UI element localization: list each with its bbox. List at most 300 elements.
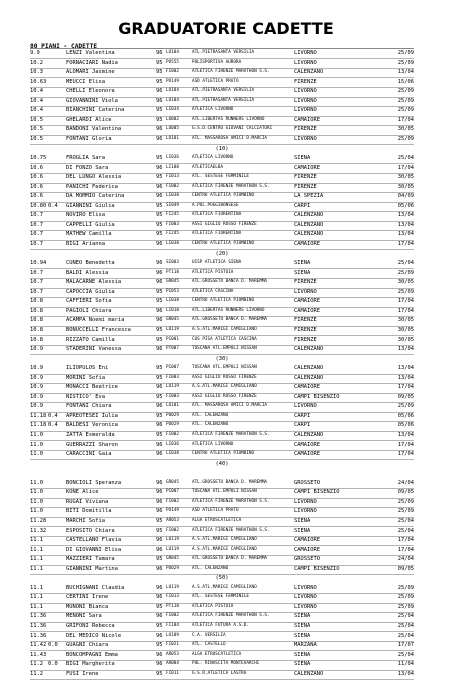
- club-code: LU104: [166, 88, 179, 94]
- event-date: 25/09: [397, 288, 414, 295]
- athlete-name: BUCHIGNANI Claudia: [66, 584, 125, 591]
- athlete-name: BALDESI Veronica: [66, 422, 118, 429]
- result-time: 10.5: [30, 135, 43, 142]
- birth-year: 96: [156, 346, 163, 353]
- venue-city: CALENZANO: [294, 432, 324, 438]
- club-code: AR004: [166, 661, 179, 667]
- birth-year: 96: [156, 317, 163, 324]
- club-name: CUS PISA ATLETICA CASCINA: [192, 336, 257, 342]
- venue-city: FIRENZE: [294, 279, 317, 286]
- club-name: ATL.LIBERTAS RUNNERS LIVORNO: [192, 116, 265, 122]
- athlete-name: RUGAI Viviana: [66, 498, 109, 505]
- club-code: LI188: [166, 164, 179, 170]
- club-code: FI002: [166, 527, 179, 533]
- result-time: 11.1: [30, 546, 43, 553]
- club-name: ATL.PIETRASANTA VERSILIA: [192, 88, 255, 94]
- venue-city: CAMAIORE: [294, 116, 320, 123]
- birth-year: 95: [156, 556, 163, 563]
- result-time: 10.7: [30, 269, 43, 276]
- athlete-name: MUNONI Bianca: [66, 603, 109, 610]
- athlete-name: FORNACIARI Nadia: [66, 59, 118, 66]
- club-code: GR045: [166, 479, 179, 485]
- athlete-name: MORINI Sofia: [66, 374, 105, 381]
- event-date: 25/04: [397, 260, 414, 267]
- venue-city: CALENZANO: [294, 346, 324, 353]
- club-name: ATL.GROSSETO BANCA D. MAREMMA: [192, 279, 268, 285]
- birth-year: 96: [156, 384, 163, 391]
- result-time: 11.36: [30, 613, 47, 620]
- club-code: PI053: [166, 288, 179, 294]
- venue-city: CAMAIORE: [294, 307, 320, 314]
- athlete-name: GIOVANNINI Viola: [66, 97, 118, 104]
- venue-city: CAMAIORE: [294, 241, 320, 247]
- group-count: (50): [215, 575, 229, 582]
- club-code: AR053: [166, 651, 179, 657]
- venue-city: FIRENZE: [294, 336, 317, 343]
- club-code: FI002: [166, 69, 179, 75]
- club-name: ATL.LIBERTAS RUNNERS LIVORNO: [192, 307, 265, 313]
- result-time: 10.7: [30, 288, 43, 295]
- athlete-name: BIANCHINI Caterina: [66, 107, 125, 114]
- club-code: LU119: [166, 384, 179, 390]
- birth-year: 96: [156, 241, 163, 247]
- club-code: LI036: [166, 155, 179, 161]
- club-name: POLISPORTIVA AURORA: [192, 59, 242, 65]
- athlete-name: CASTELLANO Flavia: [66, 537, 122, 544]
- club-code: LU109: [166, 632, 179, 638]
- event-date: 17/07: [397, 642, 414, 649]
- club-name: ATL. SESTESE FEMMINILE: [192, 594, 249, 600]
- club-name: ATL.GROSSETO BANCA D. MAREMMA: [192, 317, 268, 323]
- venue-city: CAMAIORE: [294, 537, 320, 544]
- club-name: UISP ATLETICA SIENA: [192, 260, 242, 266]
- club-name: TOSCANA ATL.EMPOLI NISSAN: [192, 365, 257, 371]
- club-code: GR045: [166, 317, 179, 323]
- athlete-name: BANDONI Valentina: [66, 126, 122, 133]
- event-date: 30/05: [397, 126, 414, 133]
- club-name: ATLETICA LIVORNO: [192, 441, 234, 447]
- club-code: PO029: [166, 412, 179, 418]
- result-time: 10.9: [30, 384, 43, 391]
- club-name: CENTRO ATLETICA PIOMBINO: [192, 193, 255, 199]
- venue-city: SIENA: [294, 651, 311, 658]
- athlete-name: PAGIOLI Chiara: [66, 307, 112, 314]
- club-name: ATL.GROSSETO BANCA D. MAREMMA: [192, 556, 268, 562]
- birth-year: 96: [156, 546, 163, 553]
- club-name: G.S.D.CENTRO GIOVANI CALCIATORI: [192, 126, 273, 132]
- table-spacer: [30, 469, 414, 478]
- group-count: (40): [215, 460, 229, 467]
- club-name: ATLETICA LIVORNO: [192, 155, 234, 161]
- birth-year: 96: [156, 164, 163, 171]
- athlete-name: MARCHI Sofia: [66, 517, 105, 524]
- result-time: 10.9: [30, 403, 43, 410]
- event-date: 30/05: [397, 183, 414, 190]
- venue-city: FIRENZE: [294, 326, 317, 333]
- club-name: POL. RINASCITA MONTEVARCHI: [192, 661, 260, 667]
- event-date: 17/04: [397, 116, 414, 123]
- birth-year: 96: [156, 126, 163, 133]
- birth-year: 95: [156, 69, 163, 76]
- event-date: 13/04: [397, 69, 414, 76]
- venue-city: CALENZANO: [294, 212, 324, 219]
- birth-year: 96: [156, 565, 163, 572]
- athlete-name: DEL MEDICO Nicole: [66, 632, 122, 639]
- club-code: LU119: [166, 584, 179, 590]
- event-date: 24/04: [397, 479, 414, 486]
- birth-year: 95: [156, 326, 163, 333]
- venue-city: LIVORNO: [294, 97, 317, 104]
- venue-city: CAMAIORE: [294, 384, 320, 391]
- venue-city: CAMAIORE: [294, 451, 320, 458]
- birth-year: 96: [156, 50, 163, 56]
- athlete-name: ESPOSITO Chiara: [66, 527, 115, 534]
- table-row: [30, 670, 414, 680]
- athlete-name: GHELARDI Alice: [66, 116, 112, 123]
- birth-year: 95: [156, 623, 163, 629]
- club-code: FI245: [166, 212, 179, 218]
- venue-city: CAMPI BISENZIO: [294, 489, 340, 496]
- event-date: 13/04: [397, 432, 414, 438]
- athlete-name: ACAMPA Noemi maria: [66, 317, 125, 324]
- event-date: 17/04: [397, 451, 414, 458]
- club-name: ATLETICA FUTURA A.S.D.: [192, 623, 249, 628]
- club-code: LU101: [166, 135, 179, 141]
- result-time: 11.1: [30, 556, 43, 563]
- venue-city: LIVORNO: [294, 603, 317, 610]
- group-count: (30): [215, 355, 229, 362]
- birth-year: 96: [156, 403, 163, 410]
- venue-city: CALENZANO: [294, 231, 324, 238]
- result-time: 10.63: [30, 78, 47, 85]
- event-date: 11/04: [397, 661, 414, 668]
- event-date: 13/04: [397, 670, 414, 677]
- venue-city: GROSSETO: [294, 479, 320, 486]
- section-label: 80 PIANI - CADETTE: [30, 43, 98, 50]
- club-code: SI003: [166, 260, 179, 266]
- result-time: 11.1: [30, 565, 43, 572]
- club-name: ATLETICA CASCINA: [192, 288, 234, 294]
- birth-year: 95: [156, 78, 163, 85]
- athlete-name: MATHEW Camilla: [66, 231, 112, 238]
- club-name: C.A. VERSILIA: [192, 632, 226, 638]
- club-name: TOSCANA ATL.EMPOLI NISSAN: [192, 489, 257, 495]
- birth-year: 95: [156, 517, 163, 524]
- result-time: 10.6: [30, 183, 43, 190]
- athlete-name: ZATTA Esmeralda: [66, 432, 115, 438]
- result-time: 11.1: [30, 584, 43, 591]
- wind: 0.0: [48, 661, 58, 668]
- club-name: A.S.ATL.MARIGI CAMIGLIANO: [192, 584, 257, 590]
- club-name: ATL. CALENZANO: [192, 565, 229, 571]
- venue-city: CALENZANO: [294, 365, 324, 372]
- club-name: A.S.ATL.MARIGI CAMIGLIANO: [192, 384, 257, 390]
- athlete-name: PANICHI Federica: [66, 183, 118, 190]
- birth-year: 95: [156, 202, 163, 209]
- birth-year: 95: [156, 116, 163, 123]
- birth-year: 96: [156, 584, 163, 591]
- athlete-name: FROGLIA Sara: [66, 155, 105, 162]
- result-time: 10.7: [30, 279, 43, 286]
- result-time: 10.8: [30, 298, 43, 305]
- event-date: 25/09: [397, 135, 414, 142]
- venue-city: CAMAIORE: [294, 298, 320, 305]
- event-date: 13/04: [397, 212, 414, 219]
- venue-city: SIENA: [294, 613, 311, 620]
- venue-city: CAMPI BISENZIO: [294, 565, 340, 572]
- event-date: 30/05: [397, 326, 414, 333]
- athlete-name: APREOTESEI Iulia: [66, 412, 118, 419]
- result-time: 11.0: [30, 432, 43, 438]
- athlete-name: DI FONZO Sara: [66, 164, 109, 171]
- event-date: 25/09: [397, 88, 414, 95]
- club-name: ATLETICA LIVORNO: [192, 107, 234, 113]
- club-code: FI003: [166, 221, 179, 227]
- athlete-name: GUAGNI Chiara: [66, 642, 109, 649]
- club-code: PU555: [166, 59, 179, 65]
- club-code: LU119: [166, 326, 179, 332]
- club-name: ATL.PIETRASANTA VERSILIA: [192, 50, 255, 55]
- event-date: 13/04: [397, 374, 414, 381]
- club-name: ASSI GIGLIO ROSSO FIRENZE: [192, 221, 257, 227]
- result-time: 10.75: [30, 155, 47, 162]
- club-code: GR045: [166, 279, 179, 285]
- athlete-name: ALOMARI Jasmine: [66, 69, 115, 76]
- wind: 0.4: [48, 422, 58, 429]
- event-date: 25/09: [397, 50, 414, 56]
- club-name: ATLETICA FIRENZE MARATHON S.S.: [192, 432, 270, 437]
- athlete-name: CHELLI Eleonora: [66, 88, 115, 95]
- event-date: 17/04: [397, 537, 414, 544]
- result-time: 10.7: [30, 212, 43, 219]
- result-time: 10.8: [30, 336, 43, 343]
- club-code: FI013: [166, 174, 179, 180]
- club-name: ATLETICA FIRENZE MARATHON S.S.: [192, 498, 270, 504]
- club-code: LI034: [166, 107, 179, 113]
- club-code: LU104: [166, 97, 179, 103]
- event-date: 30/05: [397, 317, 414, 324]
- event-date: 09/05: [397, 565, 414, 572]
- result-time: 10.8: [30, 307, 43, 314]
- result-time: 11.32: [30, 527, 47, 534]
- event-date: 17/04: [397, 307, 414, 314]
- venue-city: CARPI: [294, 422, 311, 429]
- athlete-name: STADERINI Vanessa: [66, 346, 122, 353]
- venue-city: CARPI: [294, 202, 311, 209]
- club-name: ASD ATLETICA PRATO: [192, 508, 239, 514]
- event-date: 25/09: [397, 498, 414, 505]
- club-code: FI003: [166, 374, 179, 380]
- event-date: 17/04: [397, 546, 414, 553]
- wind: 0.4: [48, 202, 58, 209]
- result-time: 11.0: [30, 498, 43, 505]
- athlete-name: DI GIOVANNI Elisa: [66, 546, 122, 553]
- result-time: 10.9: [30, 346, 43, 353]
- birth-year: 96: [156, 307, 163, 314]
- event-date: 13/04: [397, 231, 414, 238]
- athlete-name: DEL LUNGO Alessia: [66, 174, 122, 181]
- birth-year: 95: [156, 670, 163, 677]
- club-code: FI002: [166, 498, 179, 504]
- club-code: LU002: [166, 116, 179, 122]
- club-name: ATLETICA FIORENTINA: [192, 231, 242, 237]
- event-date: 17/04: [397, 441, 414, 448]
- club-code: FI002: [166, 613, 179, 619]
- athlete-name: RIZZATO Camilla: [66, 336, 115, 343]
- club-name: TOSCANA ATL.EMPOLI NISSAN: [192, 346, 257, 352]
- result-time: 10.94: [30, 260, 47, 267]
- result-time: 10.8: [30, 317, 43, 324]
- result-time: 10.7: [30, 241, 43, 247]
- venue-city: LA SPEZIA: [294, 193, 324, 200]
- athlete-name: BIGI Arianna: [66, 241, 105, 247]
- event-date: 25/09: [397, 59, 414, 66]
- birth-year: 95: [156, 603, 163, 610]
- birth-year: 95: [156, 432, 163, 438]
- event-date: 17/04: [397, 164, 414, 171]
- athlete-name: GRIFONI Rebecca: [66, 623, 115, 629]
- club-name: ATLETICA FIRENZE MARATHON S.S.: [192, 183, 270, 189]
- venue-city: CARPI: [294, 412, 311, 419]
- result-time: 10.4: [30, 107, 43, 114]
- club-name: ASSI GIGLIO ROSSO FIRENZE: [192, 393, 257, 399]
- event-date: 30/05: [397, 174, 414, 181]
- club-name: ATLETICA FIRENZE MARATHON S.S.: [192, 613, 270, 619]
- birth-year: 95: [156, 298, 163, 305]
- club-name: ALGA ETRUSCATLETICA: [192, 517, 242, 523]
- event-date: 25/04: [397, 613, 414, 620]
- event-date: 25/09: [397, 403, 414, 410]
- event-date: 13/04: [397, 346, 414, 353]
- result-time: 11.36: [30, 623, 47, 629]
- athlete-name: BITI Domitilla: [66, 508, 112, 515]
- club-code: LI036: [166, 441, 179, 447]
- event-date: 17/04: [397, 384, 414, 391]
- result-time: 11.43: [30, 651, 47, 658]
- result-time: 10.7: [30, 231, 43, 238]
- athlete-name: MAZZIERI Tamara: [66, 556, 115, 563]
- club-name: A.S.ATL.MARIGI CAMIGLIANO: [192, 326, 257, 332]
- birth-year: 96: [156, 269, 163, 276]
- birth-year: 95: [156, 288, 163, 295]
- birth-year: 95: [156, 393, 163, 400]
- birth-year: 96: [156, 422, 163, 429]
- venue-city: LIVORNO: [294, 584, 317, 591]
- birth-year: 95: [156, 527, 163, 534]
- club-name: ATLETICA PISTOIA: [192, 603, 234, 609]
- birth-year: 95: [156, 231, 163, 238]
- result-time: 11.1: [30, 537, 43, 544]
- wind: 0.0: [48, 642, 58, 649]
- athlete-name: BIGI Margherita: [66, 661, 115, 668]
- birth-year: 95: [156, 221, 163, 228]
- birth-year: 95: [156, 59, 163, 66]
- group-counter: [30, 574, 414, 583]
- club-code: PI001: [166, 336, 179, 342]
- athlete-name: MENONI Sara: [66, 613, 102, 620]
- event-date: 17/04: [397, 241, 414, 247]
- result-time: 10.9: [30, 374, 43, 381]
- birth-year: 96: [156, 441, 163, 448]
- athlete-name: LENZI Valentina: [66, 50, 115, 56]
- athlete-name: CAPOCCIA Giulia: [66, 288, 115, 295]
- venue-city: FIRENZE: [294, 126, 317, 133]
- event-date: 09/05: [397, 393, 414, 400]
- result-time: 11.0: [30, 451, 43, 458]
- birth-year: 96: [156, 260, 163, 267]
- club-code: PO029: [166, 565, 179, 571]
- venue-city: CAMAIORE: [294, 441, 320, 448]
- event-date: 25/04: [397, 527, 414, 534]
- athlete-name: FUSI Irene: [66, 670, 99, 677]
- result-time: 11.0: [30, 479, 43, 486]
- birth-year: 95: [156, 412, 163, 419]
- athlete-name: CERTINI Irene: [66, 594, 109, 601]
- birth-year: 95: [156, 155, 163, 162]
- club-code: SI049: [166, 202, 179, 208]
- club-code: FI184: [166, 623, 179, 628]
- birth-year: 96: [156, 498, 163, 505]
- venue-city: SIENA: [294, 632, 311, 639]
- birth-year: 96: [156, 651, 163, 658]
- club-code: LU119: [166, 546, 179, 552]
- athlete-name: ILIOPULOS Eni: [66, 365, 109, 372]
- event-date: 25/09: [397, 269, 414, 276]
- club-code: PO149: [166, 508, 179, 514]
- club-name: ATL. MASSAROSA AMICI D.MARCIA: [192, 403, 268, 409]
- athlete-name: MONACCI Beatrice: [66, 384, 118, 391]
- club-name: A.POL.POGGIBONSESE: [192, 202, 239, 208]
- athlete-name: MEUCCI Elisa: [66, 78, 105, 85]
- venue-city: LIVORNO: [294, 107, 317, 114]
- result-time: 11.36: [30, 632, 47, 639]
- club-name: ATL.GROSSETO BANCA D. MAREMMA: [192, 479, 268, 485]
- club-code: PO029: [166, 422, 179, 428]
- birth-year: 95: [156, 365, 163, 372]
- venue-city: SIENA: [294, 260, 311, 267]
- venue-city: SIENA: [294, 269, 311, 276]
- event-date: 05/06: [397, 422, 414, 429]
- venue-city: CAMAIORE: [294, 546, 320, 553]
- athlete-name: CUNEO Benedetta: [66, 260, 115, 267]
- athlete-name: BALDI Alessia: [66, 269, 109, 276]
- result-time: 11.1: [30, 594, 43, 601]
- club-code: FI002: [166, 432, 179, 437]
- athlete-name: NOVIRO Elisa: [66, 212, 105, 219]
- club-code: PO149: [166, 78, 179, 84]
- athlete-name: BONCOMPAGNI Emma: [66, 651, 118, 658]
- event-date: 25/09: [397, 107, 414, 114]
- group-count: (20): [215, 250, 229, 257]
- birth-year: 96: [156, 508, 163, 515]
- birth-year: 95: [156, 212, 163, 219]
- club-name: G.S.R.ATLETICA LASTRA: [192, 670, 247, 676]
- event-date: 25/04: [397, 623, 414, 629]
- birth-year: 96: [156, 632, 163, 639]
- club-code: PT118: [166, 603, 179, 609]
- group-counter: [30, 250, 414, 259]
- club-code: PT007: [166, 346, 179, 352]
- athlete-name: KONE Alice: [66, 489, 99, 496]
- birth-year: 95: [156, 174, 163, 181]
- birth-year: 95: [156, 336, 163, 343]
- club-name: ATLETICA PISTOIA: [192, 269, 234, 275]
- athlete-name: CAFFIERI Sofia: [66, 298, 112, 305]
- venue-city: CALENZANO: [294, 69, 324, 76]
- page-title: GRADUATORIE CADETTE: [118, 19, 334, 38]
- result-time: 10.4: [30, 88, 43, 95]
- birth-year: 96: [156, 183, 163, 190]
